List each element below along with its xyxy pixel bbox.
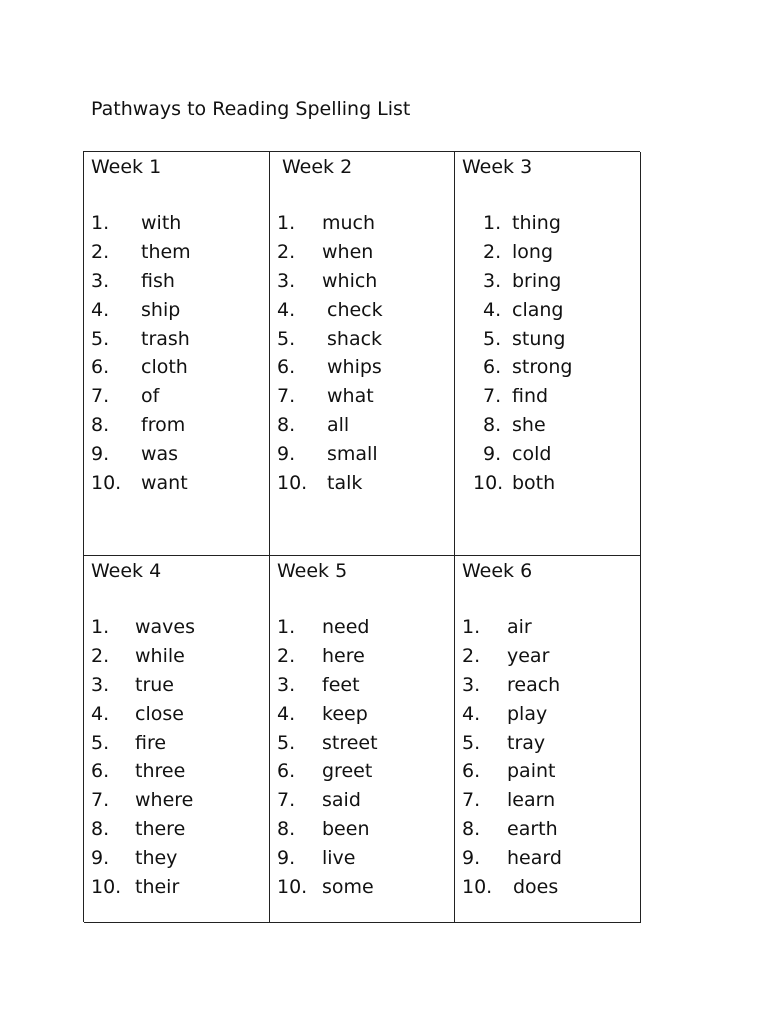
week-heading: Week 3 [462, 156, 533, 178]
spelling-word: some [322, 876, 374, 899]
item-number: 9. [91, 847, 110, 870]
spelling-word: feet [322, 673, 360, 696]
item-number: 2. [462, 644, 481, 667]
item-number: 7. [462, 789, 481, 812]
spelling-word: while [135, 644, 185, 667]
item-number: 7. [91, 789, 110, 812]
item-number: 6. [462, 760, 481, 783]
item-number: 10. [462, 876, 493, 899]
item-number: 6. [277, 760, 296, 783]
item-number: 5. [91, 731, 110, 754]
spelling-word: ship [141, 298, 181, 321]
spelling-word: live [322, 847, 356, 870]
spelling-word: true [135, 673, 174, 696]
spelling-word: said [322, 789, 361, 812]
item-number: 9. [462, 847, 481, 870]
spelling-word: she [512, 414, 546, 437]
spelling-word: was [141, 443, 179, 466]
item-number: 10. [91, 876, 122, 899]
item-number: 1. [91, 616, 110, 638]
spelling-word: earth [507, 818, 558, 841]
item-number: 7. [483, 385, 502, 408]
item-number: 1. [277, 616, 296, 638]
item-number: 3. [91, 673, 110, 696]
spelling-word: keep [322, 702, 368, 725]
spelling-word: them [141, 240, 191, 263]
item-number: 10. [277, 472, 308, 495]
spelling-word: long [512, 240, 554, 263]
week-heading: Week 4 [91, 560, 162, 582]
spelling-word: does [513, 876, 559, 899]
item-number: 5. [483, 327, 502, 350]
spelling-word: three [135, 760, 186, 783]
spelling-word: air [507, 616, 532, 638]
week-cell [455, 152, 641, 556]
spelling-word: bring [512, 269, 562, 292]
item-number: 8. [91, 414, 110, 437]
item-number: 5. [91, 327, 110, 350]
week-cell [270, 556, 455, 923]
spelling-word: want [141, 472, 188, 495]
item-number: 9. [277, 443, 296, 466]
spelling-word: greet [322, 760, 373, 783]
spelling-word: cloth [141, 356, 188, 379]
spelling-word: shack [327, 327, 383, 350]
item-number: 10. [91, 472, 122, 495]
spelling-word: what [327, 385, 374, 408]
item-number: 6. [91, 760, 110, 783]
item-number: 6. [91, 356, 110, 379]
spelling-word: clang [512, 298, 564, 321]
item-number: 8. [277, 414, 296, 437]
item-number: 4. [91, 298, 110, 321]
spelling-word: which [322, 269, 378, 292]
item-number: 4. [483, 298, 502, 321]
week-cell [455, 556, 641, 923]
item-number: 3. [462, 673, 481, 696]
item-number: 4. [462, 702, 481, 725]
item-number: 7. [277, 385, 296, 408]
spelling-word: strong [512, 356, 573, 379]
item-number: 3. [483, 269, 502, 292]
item-number: 3. [91, 269, 110, 292]
spelling-word: paint [507, 760, 556, 783]
item-number: 6. [483, 356, 502, 379]
item-number: 4. [277, 702, 296, 725]
spelling-word: when [322, 240, 374, 263]
item-number: 10. [277, 876, 308, 899]
spelling-word: year [507, 644, 550, 667]
item-number: 9. [91, 443, 110, 466]
spelling-word: much [322, 212, 376, 234]
spelling-word: learn [507, 789, 556, 812]
spelling-word: close [135, 702, 184, 725]
spelling-word: whips [327, 356, 382, 379]
spelling-word: they [135, 847, 178, 870]
item-number: 7. [277, 789, 296, 812]
spelling-word: heard [507, 847, 562, 870]
item-number: 10. [473, 472, 504, 495]
spelling-word: where [135, 789, 194, 812]
item-number: 1. [462, 616, 481, 638]
spelling-word: small [327, 443, 378, 466]
week-cell [84, 152, 270, 556]
item-number: 6. [277, 356, 296, 379]
item-number: 2. [483, 240, 502, 263]
item-number: 9. [277, 847, 296, 870]
item-number: 1. [91, 212, 110, 234]
item-number: 2. [277, 240, 296, 263]
spelling-word: all [327, 414, 350, 437]
spelling-word: from [141, 414, 186, 437]
page-title: Pathways to Reading Spelling List [91, 98, 411, 120]
item-number: 8. [462, 818, 481, 841]
spelling-word: with [141, 212, 182, 234]
spelling-word: both [512, 472, 556, 495]
item-number: 5. [277, 731, 296, 754]
item-number: 2. [91, 644, 110, 667]
week-heading: Week 2 [282, 156, 353, 178]
spelling-word: fish [141, 269, 175, 292]
week-heading: Week 5 [277, 560, 348, 582]
item-number: 8. [277, 818, 296, 841]
item-number: 8. [483, 414, 502, 437]
item-number: 3. [277, 673, 296, 696]
spelling-word: been [322, 818, 370, 841]
item-number: 1. [483, 212, 502, 234]
spelling-word: find [512, 385, 549, 408]
spelling-word: stung [512, 327, 566, 350]
item-number: 2. [277, 644, 296, 667]
spelling-word: cold [512, 443, 552, 466]
spelling-word: fire [135, 731, 167, 754]
spelling-word: check [327, 298, 383, 321]
item-number: 5. [277, 327, 296, 350]
item-number: 8. [91, 818, 110, 841]
spelling-word: play [507, 702, 548, 725]
spelling-word: here [322, 644, 365, 667]
week-heading: Week 6 [462, 560, 533, 582]
spelling-table [83, 151, 640, 922]
item-number: 5. [462, 731, 481, 754]
spelling-word: trash [141, 327, 190, 350]
spelling-word: reach [507, 673, 561, 696]
item-number: 4. [277, 298, 296, 321]
spelling-word: there [135, 818, 186, 841]
spelling-word: need [322, 616, 370, 638]
item-number: 4. [91, 702, 110, 725]
spelling-word: tray [507, 731, 546, 754]
week-cell [270, 152, 455, 556]
item-number: 7. [91, 385, 110, 408]
spelling-word: street [322, 731, 378, 754]
item-number: 2. [91, 240, 110, 263]
week-cell [84, 556, 270, 923]
spelling-word: thing [512, 212, 561, 234]
spelling-word: talk [327, 472, 363, 495]
week-heading: Week 1 [91, 156, 162, 178]
spelling-word: waves [135, 616, 196, 638]
item-number: 3. [277, 269, 296, 292]
spelling-word: their [135, 876, 180, 899]
spelling-word: of [141, 385, 160, 408]
item-number: 1. [277, 212, 296, 234]
item-number: 9. [483, 443, 502, 466]
